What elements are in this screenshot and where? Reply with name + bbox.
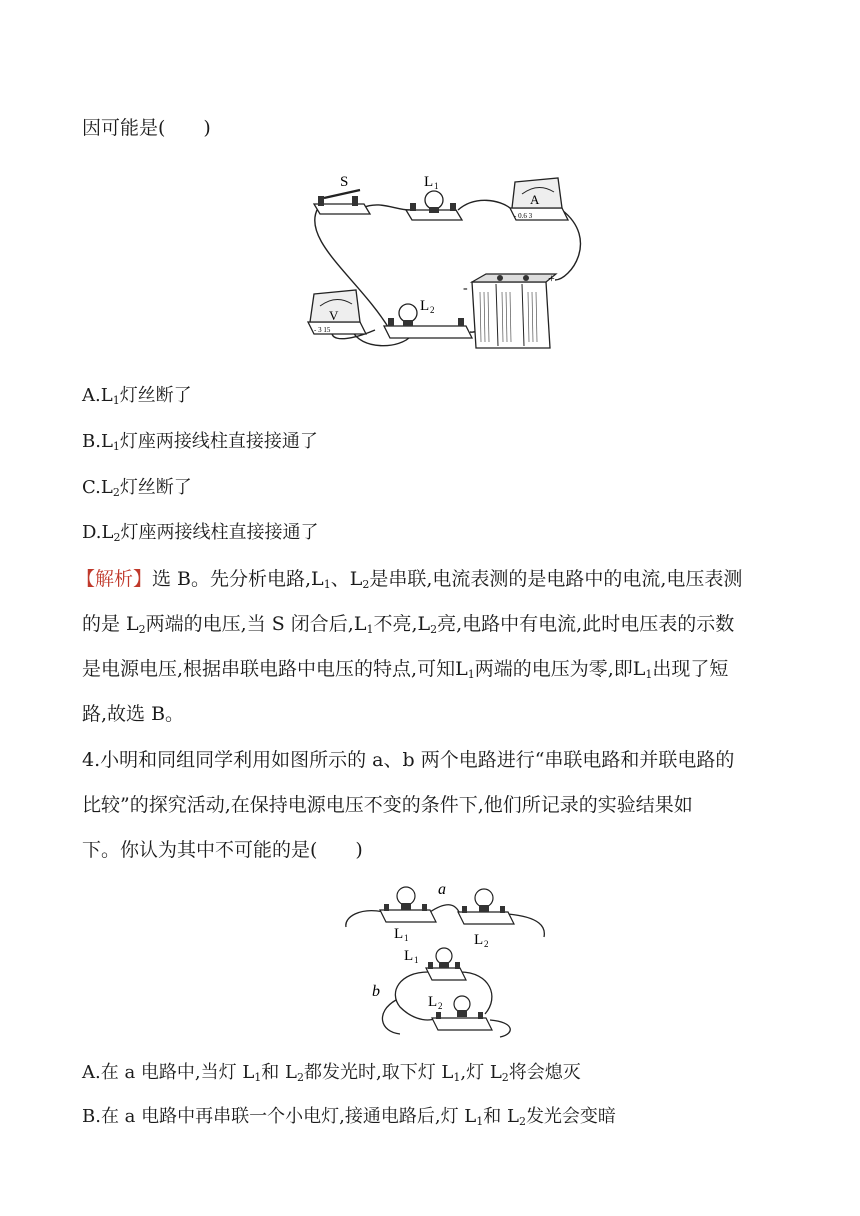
switch-icon xyxy=(314,190,370,214)
lamp-a-l1-icon xyxy=(380,887,436,922)
lamp-l1-icon xyxy=(406,191,462,220)
battery-positive-label: + xyxy=(548,271,555,285)
wire xyxy=(362,205,410,210)
circuit-diagram xyxy=(300,170,590,355)
lamp-a-l2-label: L xyxy=(474,932,484,948)
svg-text:1: 1 xyxy=(434,181,439,191)
svg-text:2: 2 xyxy=(484,939,489,949)
circuit-figure-q4 xyxy=(340,872,550,1040)
option-c: $C.L_2$灯丝断了 xyxy=(82,477,192,499)
lamp-a-l1-label: L xyxy=(394,926,404,942)
lamp-l2-label: L xyxy=(420,298,430,314)
analysis-line-4: 路,故选 B。 xyxy=(82,703,185,725)
battery-icon xyxy=(472,274,556,348)
q4-option-b: B.在 a 电路中再串联一个小电灯,接通电路后,灯 $L_1$和 $L_2$发光会变暗 xyxy=(82,1106,616,1128)
ammeter-scale: - 0.6 3 xyxy=(514,212,533,220)
q4-option-a: A.在 a 电路中,当灯 $L_1$和 $L_2$都发光时,取下灯 $L_1$,灯 $L_2$将会熄灭 xyxy=(82,1062,581,1084)
q4-stem-line-3: 下。你认为其中不可能的是( ) xyxy=(82,839,363,861)
analysis-line-1: 【解析】选 B。先分析电路$,L_1$、$L_2$是串联,电流表测的是电路中的电流,电压表测 xyxy=(76,568,743,591)
voltmeter-label: V xyxy=(329,308,339,323)
option-a: $A.L_1$灯丝断了 xyxy=(82,385,192,407)
lamp-l1-label: L xyxy=(424,174,434,190)
lamp-b-l1-label: L xyxy=(404,948,414,964)
lamp-b-l1-icon xyxy=(426,948,466,980)
series-parallel-diagram xyxy=(340,872,550,1040)
wire xyxy=(382,1000,400,1034)
lamp-a-l2-icon xyxy=(458,889,514,924)
ammeter-label: A xyxy=(530,192,540,207)
voltmeter-scale: - 3 15 xyxy=(314,326,331,334)
svg-text:1: 1 xyxy=(414,955,419,965)
analysis-tag: 【解析】 xyxy=(76,568,153,590)
svg-text:1: 1 xyxy=(404,933,409,943)
svg-text:2: 2 xyxy=(430,305,435,315)
battery-negative-label: - xyxy=(463,281,468,296)
lamp-b-l2-label: L xyxy=(428,994,438,1010)
q4-stem-line-1: 4.小明和同组同学利用如图所示的 a、b 两个电路进行“串联电路和并联电路的 xyxy=(82,749,735,771)
switch-label: S xyxy=(340,174,349,190)
question-stem-tail: 因可能是( ) xyxy=(82,117,211,139)
q4-stem-line-2: 比较”的探究活动,在保持电源电压不变的条件下,他们所记录的实验结果如 xyxy=(82,794,693,816)
wire xyxy=(508,914,544,937)
analysis-line-2: 的是 $L_2$两端的电压,当 S 闭合后$,L_1$不亮$,L_2$亮,电路中有电流,此时电压表的示数 xyxy=(82,613,735,636)
option-d: $D.L_2$灯座两接线柱直接接通了 xyxy=(82,522,319,544)
wire xyxy=(430,905,460,914)
circuit-figure-q3 xyxy=(300,170,590,355)
svg-text:2: 2 xyxy=(438,1001,443,1011)
wire xyxy=(346,911,384,927)
wire xyxy=(490,1020,510,1037)
circuit-a-label: a xyxy=(438,881,446,898)
circuit-b-label: b xyxy=(372,983,380,1000)
analysis-line-3: 是电源电压,根据串联电路中电压的特点,可知$L_1$两端的电压为零,即$L_1$出现了短 xyxy=(82,658,729,681)
option-b: $B.L_1$灯座两接线柱直接接通了 xyxy=(82,431,318,453)
wire xyxy=(458,200,510,210)
